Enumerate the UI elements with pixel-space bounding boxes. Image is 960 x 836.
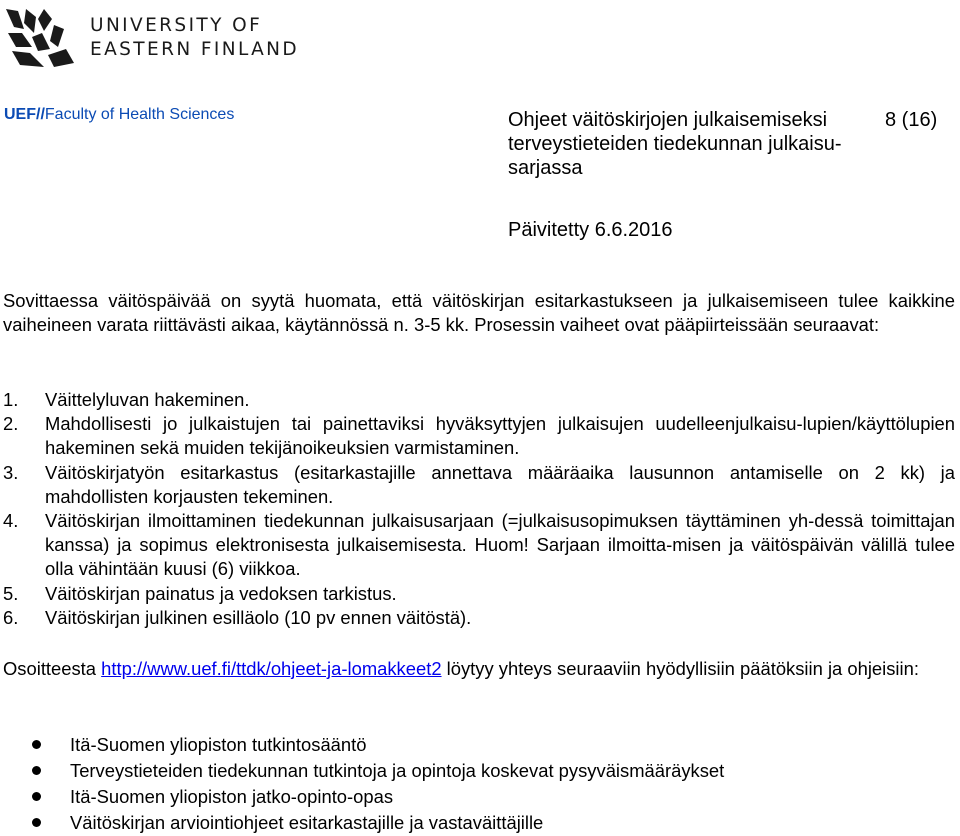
list-item bbox=[30, 758, 724, 784]
bullet-icon bbox=[32, 792, 41, 801]
step-text: Väitöskirjan julkinen esilläolo (10 pv ennen väitöstä). bbox=[45, 606, 472, 628]
bullet-text: Itä-Suomen yliopiston jatko-opinto-opas bbox=[70, 786, 394, 807]
list-item bbox=[3, 582, 955, 606]
step-text: Väitöskirjatyön esitarkastus (esitarkastajille annettava määräaika lausunnon antamiselle on 2 kk) ja mahdollisten korjausten tekeminen. bbox=[45, 461, 955, 507]
bullet-icon bbox=[32, 818, 41, 827]
step-text: Väitöskirjan painatus ja vedoksen tarkistus. bbox=[45, 582, 397, 604]
list-item bbox=[30, 810, 724, 836]
list-item bbox=[3, 461, 955, 509]
resources-list bbox=[30, 732, 724, 836]
bullet-icon bbox=[32, 740, 41, 749]
step-number: 1. bbox=[3, 389, 19, 410]
faculty-name: Faculty of Health Sciences bbox=[44, 106, 235, 123]
bullet-icon bbox=[32, 766, 41, 775]
page-number: 8 (16) bbox=[885, 109, 938, 131]
step-text: Väittelyluvan hakeminen. bbox=[45, 389, 250, 410]
list-item bbox=[3, 509, 955, 582]
step-text: Väitöskirjan ilmoittaminen tiedekunnan julkaisusarjaan (=julkaisusopimuksen täyttäminen yh-dessä toimittajan kanssa) ja sopimus elektronisesta julkaisemisesta. Huom! Sarjaan ilmoitta-misen ja väitöspäivän välillä tulee olla vähintään kuusi (6) viikkoa. bbox=[45, 510, 955, 580]
list-item bbox=[3, 412, 955, 460]
ohjeet-link[interactable]: http://www.uef.fi/ttdk/ohjeet-ja-lomakkeet2 bbox=[101, 658, 442, 679]
faculty-label bbox=[4, 106, 234, 124]
list-item bbox=[3, 606, 955, 630]
bullet-text: Terveystieteiden tiedekunnan tutkintoja ja opintoja koskevat pysyväismääräykset bbox=[70, 760, 725, 781]
uef-leaf-logo-icon bbox=[4, 7, 76, 69]
bullet-text: Itä-Suomen yliopiston tutkintosääntö bbox=[70, 734, 367, 755]
bullet-text: Väitöskirjan arviointiohjeet esitarkastajille ja vastaväittäjille bbox=[70, 812, 544, 833]
updated-date: Päivitetty 6.6.2016 bbox=[508, 219, 673, 241]
intro-paragraph: Sovittaessa väitöspäivää on syytä huomata, että väitöskirjan esitarkastukseen ja julkaisemiseen tulee kaikkine vaiheineen varata riittävästi aikaa, käytännössä n. 3-5 kk. Prosessin vaiheet ovat pääpiirteissään seuraavat: bbox=[3, 290, 955, 335]
links-suffix: löytyy yhteys seuraaviin hyödyllisiin päätöksiin ja ohjeisiin: bbox=[446, 658, 919, 679]
list-item bbox=[30, 732, 724, 758]
step-number: 5. bbox=[3, 582, 19, 604]
logo-line-1: UNIVERSITY OF bbox=[90, 15, 263, 36]
step-number: 2. bbox=[3, 413, 19, 435]
list-item bbox=[30, 784, 724, 810]
step-number: 3. bbox=[3, 461, 19, 483]
university-logo bbox=[4, 6, 299, 70]
logo-line-2: EASTERN FINLAND bbox=[90, 39, 300, 60]
list-item bbox=[3, 388, 955, 412]
step-number: 4. bbox=[3, 510, 19, 532]
logo-wordmark bbox=[90, 14, 299, 62]
links-prefix: Osoitteesta bbox=[3, 658, 97, 679]
step-number: 6. bbox=[3, 606, 19, 628]
faculty-prefix: UEF// bbox=[4, 106, 45, 123]
process-steps-list bbox=[3, 388, 955, 630]
links-paragraph bbox=[3, 656, 959, 681]
step-text: Mahdollisesti jo julkaistujen tai painettaviksi hyväksyttyjen julkaisujen uudelleenjulkaisu-lupien/käyttölupien hakeminen sekä muiden tekijänoikeuksien varmistaminen. bbox=[45, 413, 955, 459]
document-title: Ohjeet väitöskirjojen julkaisemiseksi terveystieteiden tiedekunnan julkaisu-sarjassa bbox=[508, 109, 842, 179]
